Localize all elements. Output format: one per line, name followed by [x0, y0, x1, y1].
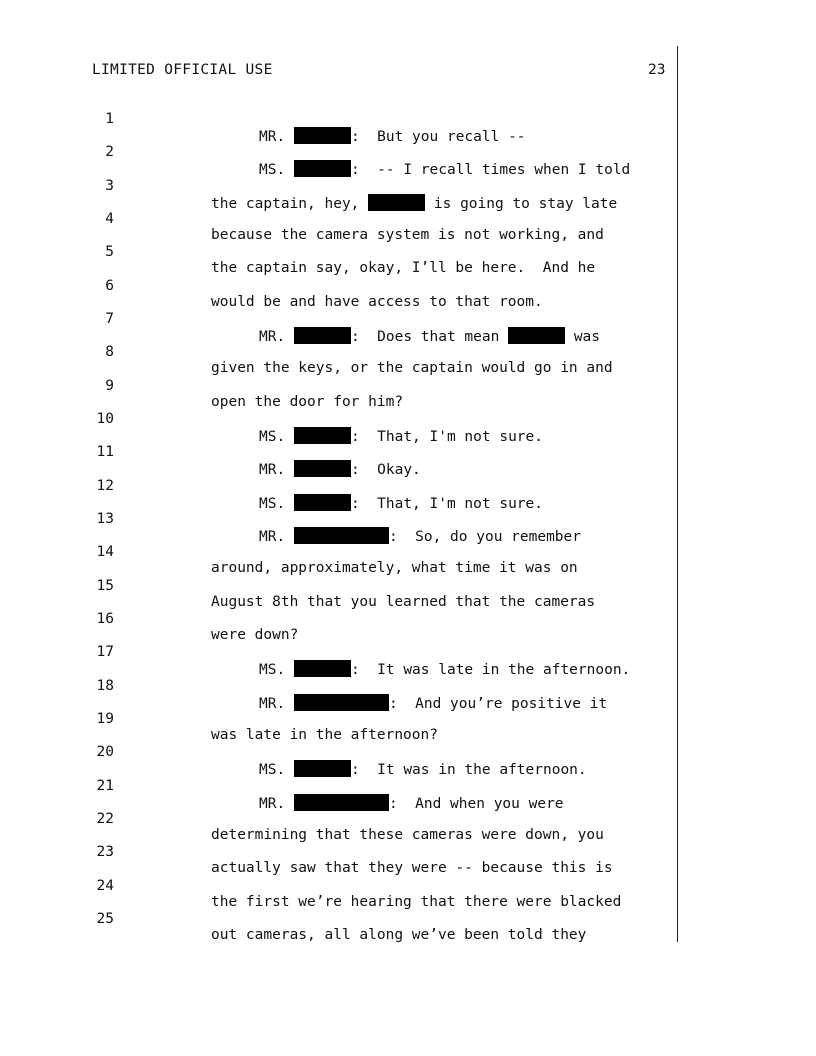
- transcript-line: [0, 128, 760, 178]
- transcript-line: [0, 862, 760, 910]
- line-number: 7: [105, 311, 114, 327]
- line-text: determining that these cameras were down, you: [211, 827, 604, 843]
- line-number: 25: [96, 911, 114, 927]
- line-text-segment: : It was in the afternoon.: [350, 762, 587, 778]
- line-number: 18: [96, 678, 114, 694]
- line-text: August 8th that you learned that the cameras: [211, 594, 596, 610]
- transcript-line: [0, 95, 760, 145]
- line-text: were down?: [211, 627, 299, 643]
- speaker-label: MR.: [259, 696, 286, 712]
- line-text-segment: : And when you were: [388, 796, 564, 812]
- transcript-line: [0, 628, 760, 678]
- transcript-line: [0, 662, 760, 712]
- transcript-line: [0, 895, 760, 943]
- line-text: was late in the afternoon?: [211, 727, 438, 743]
- transcript-line: [0, 228, 760, 276]
- transcript-line: [0, 328, 760, 376]
- transcript-line: [0, 362, 760, 410]
- transcript-line: [0, 562, 760, 610]
- line-text: would be and have access to that room.: [211, 294, 543, 310]
- speaker-label: MR.: [259, 129, 286, 145]
- line-text-segment: : Okay.: [350, 462, 421, 478]
- transcript-line: [0, 495, 760, 545]
- line-number: 3: [105, 178, 114, 194]
- line-number: 14: [96, 544, 114, 560]
- speaker-label: MS.: [259, 662, 286, 678]
- line-number: 15: [96, 578, 114, 594]
- line-number: 16: [96, 611, 114, 627]
- line-text-segment: : So, do you remember: [388, 529, 581, 545]
- transcript-line: [0, 295, 760, 345]
- line-text-segment: : Does that mean: [350, 329, 500, 345]
- speaker-label: MR.: [259, 329, 286, 345]
- line-number: 6: [105, 278, 114, 294]
- line-text: actually saw that they were -- because this is: [211, 860, 613, 876]
- transcript-line: [0, 262, 760, 310]
- line-number: 2: [105, 144, 114, 160]
- speaker-label: MS.: [259, 496, 286, 512]
- line-number: 8: [105, 344, 114, 360]
- transcript-line: [0, 795, 760, 843]
- transcript-line: [0, 762, 760, 812]
- line-number: 23: [96, 844, 114, 860]
- line-number: 13: [96, 511, 114, 527]
- speaker-label: MS.: [259, 162, 286, 178]
- transcript-line: [0, 595, 760, 643]
- line-text-segment: : But you recall --: [350, 129, 526, 145]
- line-number: 11: [96, 444, 114, 460]
- line-text-segment: the captain, hey,: [211, 196, 360, 212]
- transcript-line: [0, 162, 760, 212]
- line-number: 21: [96, 778, 114, 794]
- line-text-segment: is going to stay late: [433, 196, 618, 212]
- page-number: 23: [648, 62, 666, 78]
- line-text-segment: : That, I'm not sure.: [350, 429, 543, 445]
- transcript-line: [0, 195, 760, 243]
- line-number: 1: [105, 111, 114, 127]
- line-number: 9: [105, 378, 114, 394]
- line-number: 17: [96, 644, 114, 660]
- speaker-label: MR.: [259, 462, 286, 478]
- line-text: around, approximately, what time it was on: [211, 560, 578, 576]
- line-number: 10: [96, 411, 114, 427]
- speaker-label: MS.: [259, 762, 286, 778]
- line-number: 24: [96, 878, 114, 894]
- transcript-line: [0, 695, 760, 743]
- line-number: 4: [105, 211, 114, 227]
- transcript-line: [0, 428, 760, 478]
- line-number: 20: [96, 744, 114, 760]
- line-text-segment: : And you’re positive it: [388, 696, 608, 712]
- line-text: the first we’re hearing that there were blacked: [211, 894, 622, 910]
- line-number: 5: [105, 244, 114, 260]
- line-text-segment: : It was late in the afternoon.: [350, 662, 631, 678]
- line-number: 19: [96, 711, 114, 727]
- transcript-line: [0, 462, 760, 512]
- line-text-segment: : That, I'm not sure.: [350, 496, 543, 512]
- line-text: open the door for him?: [211, 394, 404, 410]
- line-text: the captain say, okay, I’ll be here. And he: [211, 260, 596, 276]
- transcript-line: [0, 728, 760, 778]
- page-header-classification: LIMITED OFFICIAL USE: [92, 62, 273, 78]
- line-text-segment: : -- I recall times when I told: [350, 162, 631, 178]
- speaker-label: MR.: [259, 529, 286, 545]
- line-text: because the camera system is not working, and: [211, 227, 604, 243]
- speaker-label: MR.: [259, 796, 286, 812]
- speaker-label: MS.: [259, 429, 286, 445]
- transcript-line: [0, 528, 760, 576]
- line-number: 22: [96, 811, 114, 827]
- line-text: given the keys, or the captain would go in and: [211, 360, 613, 376]
- line-text: out cameras, all along we’ve been told they: [211, 927, 587, 943]
- transcript-line: [0, 828, 760, 876]
- line-text-segment: was: [573, 329, 601, 345]
- transcript-line: [0, 395, 760, 445]
- line-number: 12: [96, 478, 114, 494]
